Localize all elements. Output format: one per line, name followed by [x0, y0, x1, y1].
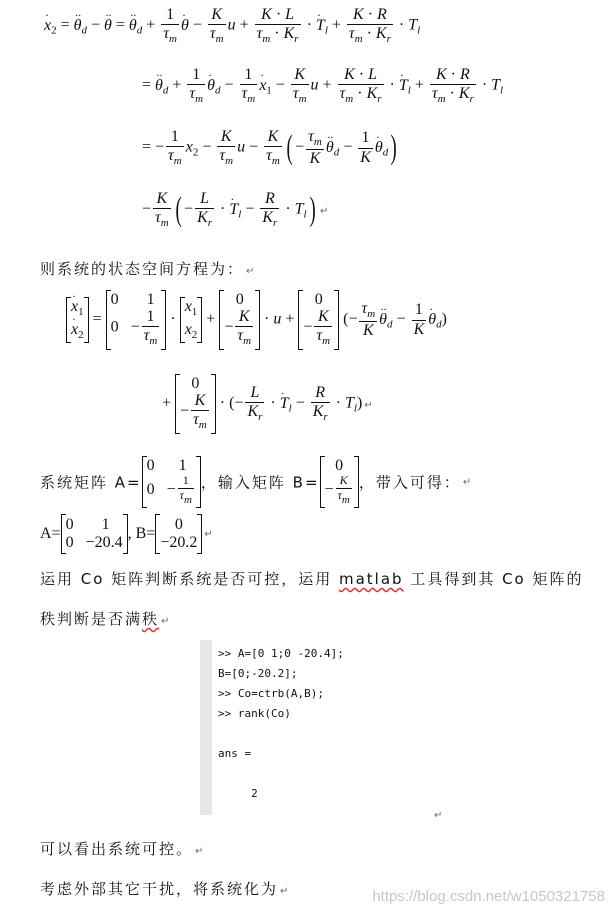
paragraph-mark: ↵	[204, 528, 213, 540]
co-text-rank: 秩	[142, 610, 160, 628]
equation-x2dot-line3: = − $\frac{1}{\tau_m}$ $x_2$ − $\frac{K}{\tau_m}$ u − $\frac{K}{\tau_m}$ ( − $\frac{\tau_m}{K}$ ·· $\theta_d$ − $\frac{1}{K}$ · $\theta_d$)	[142, 128, 400, 168]
matlab-command-window	[200, 640, 462, 815]
system-matrix-line	[40, 456, 471, 508]
matrix-b-cell: −20.2	[160, 534, 198, 551]
co-text-d: 秩判断是否满	[40, 610, 143, 628]
paragraph-mark: ↵	[195, 846, 206, 857]
paragraph-mark: ↵	[319, 205, 329, 217]
matlab-line	[218, 764, 462, 784]
paragraph-mark: ↵	[280, 886, 291, 897]
matrix-b-numeric	[155, 514, 202, 554]
paragraph-mark: ↵	[364, 399, 373, 411]
state-space-equation-line1: · $x_1$ · $x_2$ = 0 1 0 − $\frac{1}{\tau_m}$ · $x_1$ $x_2$ + 0 − $\frac{K}{\tau_m}$ · u + 0 − $\frac{K}{\tau_m}$ (− $\frac{\tau_m}{K}$ ·· $\theta_d$ − $\frac{1}{K}$ · $\theta_d$)	[66, 290, 447, 350]
state-space-intro-text: 则系统的状态空间方程为：	[40, 260, 245, 278]
matlab-code	[212, 640, 462, 804]
matrix-a-cell: 1	[101, 516, 110, 533]
matrix-a-cell: −20.4	[85, 534, 123, 551]
co-text-c: 工具得到其 Co 矩阵的	[403, 570, 584, 588]
disturbance-text: 考虑外部其它干扰，将系统化为	[40, 880, 279, 898]
matlab-line: B=[0;-20.2];	[218, 667, 298, 680]
matlab-line: >> A=[0 1;0 -20.4];	[218, 647, 344, 660]
matrix-a-cell: 0	[65, 534, 74, 551]
paragraph-mark: ↵	[434, 810, 443, 821]
co-matrix-paragraph-line2	[40, 608, 171, 629]
paragraph-mark: ↵	[161, 616, 172, 627]
state-space-equation-line2: + 0 − $\frac{K}{\tau_m}$ · (− $\frac{L}{K_r}$ · · $T_l$ − $\frac{R}{K_r}$ · $T_l$) ↵	[162, 374, 373, 434]
controllable-text: 可以看出系统可控。	[40, 840, 194, 858]
substitute-label: ，带入可得：	[358, 473, 461, 492]
system-matrix-label: 系统矩阵 A=	[40, 473, 142, 492]
input-matrix-label: ，输入矩阵 B=	[200, 473, 320, 492]
matrix-a-symbolic: 0 1 0 − $\frac{1}{\tau m}$	[142, 456, 201, 508]
controllable-conclusion	[40, 838, 205, 859]
matrix-b-symbolic: 0 − $\frac{K}{\tau m}$	[320, 456, 359, 508]
paragraph-mark: ↵	[462, 476, 472, 488]
matrix-a-numeric	[61, 514, 128, 554]
matlab-line: >> Co=ctrb(A,B);	[218, 687, 324, 700]
matlab-line: ans =	[218, 747, 252, 760]
matlab-line: 2	[218, 787, 258, 800]
disturbance-line	[40, 878, 290, 899]
co-text-a: 运用 Co 矩阵判断系统是否可控，运用	[40, 570, 339, 588]
equation-x2dot-line2: = ·· $\theta_d$ + $\frac{1}{\tau_m}$ · $\theta_d$ − $\frac{1}{\tau_m}$ · $x_1$ − $\frac{K}{\tau_m}$ u + $\frac{K \cdot L}{\tau_m \cdot K_r}$ · · $T_l$ + $\frac{K \cdot R}{\tau_m \cdot K_r}$ · $T_l$	[142, 66, 503, 106]
matrix-a-cell: 0	[65, 516, 74, 533]
matlab-line	[218, 724, 462, 744]
state-space-intro	[40, 258, 256, 279]
equation-x2dot-line4: − $\frac{K}{\tau_m}$ ( − $\frac{L}{K_r}$ · · $T_l$ − $\frac{R}{K_r}$ · $T_l$) ↵	[142, 190, 328, 230]
numeric-matrices-line: A= 0 1 0 −20.4 , B= 0 −20.2 ↵	[40, 514, 213, 554]
equation-x2dot-line1: · $x_2$ = ·· $\theta_d$ − ·· θ = ·· $\theta_d$ + $\frac{1}{\tau_m}$ · θ − $\frac{K}{\tau_m}$ u + $\frac{K \cdot L}{\tau_m \cdot K_r}$ · · $T_l$ + $\frac{K \cdot R}{\tau_m \cdot K_r}$ · $T_l$	[44, 6, 420, 46]
matrix-b-cell: 0	[174, 516, 183, 533]
matlab-line: >> rank(Co)	[218, 707, 291, 720]
watermark: https://blog.csdn.net/w1050321758	[372, 888, 605, 905]
co-matrix-paragraph-line1	[40, 568, 584, 589]
co-text-matlab: matlab	[338, 570, 404, 588]
paragraph-mark: ↵	[246, 266, 257, 277]
